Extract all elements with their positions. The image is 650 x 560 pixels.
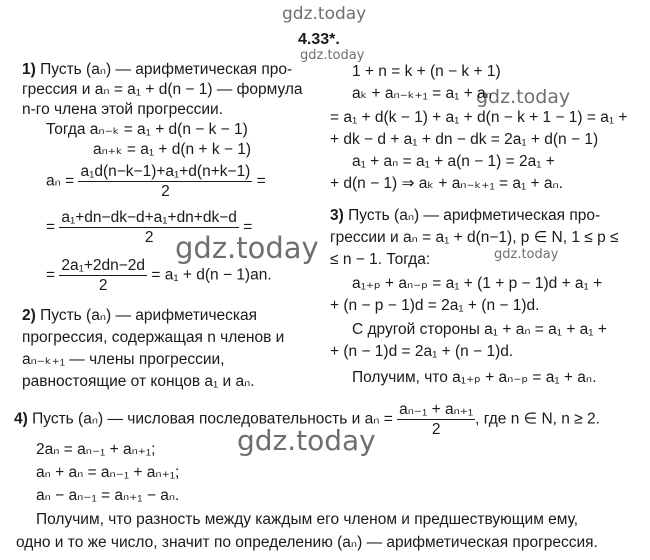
part-1-line-2: грессия и aₙ = a₁ + d(n − 1) — формула — [22, 81, 303, 98]
part-1-number: 1) — [22, 61, 36, 78]
part-4-line-1: 2aₙ = aₙ₋₁ + aₙ₊₁; — [36, 441, 156, 458]
problem-number: 4.33*. — [298, 31, 340, 48]
part-1-fraction-1: $\frac{\text{a₁d(n−k−1)+a₁+d(n+k−1)}}{2}$ — [80, 163, 251, 200]
part-2-line-3: aₙ₋ₖ₊₁ — члены прогрессии, — [22, 351, 225, 368]
part-3-line-7: + (n − 1)d = 2a₁ + (n − 1)d. — [330, 343, 514, 360]
part-1-equation-2: = $\frac{\text{a₁+dn−dk−d+a₁+dn+dk−d}}{2}$ = — [46, 209, 253, 246]
part-2-line-4: равностоящие от концов a₁ и aₙ. — [22, 373, 255, 390]
watermark-right: gdz.today — [476, 86, 571, 108]
part-1-fraction-3: $\frac{\text{2a₁+2dn−2d}}{2}$ — [61, 257, 146, 294]
right-line-2: aₖ + aₙ₋ₖ₊₁ = a₁ + aₙ — [352, 85, 492, 102]
part-3-line-6: С другой стороны a₁ + aₙ = a₁ + a₁ + — [352, 321, 607, 338]
part-1-fraction-2: $\frac{\text{a₁+dn−dk−d+a₁+dn+dk−d}}{2}$ — [61, 209, 237, 246]
right-line-5: a₁ + aₙ = a₁ + a(n − 1) = 2a₁ + — [352, 153, 555, 170]
part-4-line-2: aₙ + aₙ = aₙ₋₁ + aₙ₊₁; — [36, 464, 180, 481]
part-1-line-4: Тогда aₙ₋ₖ = a₁ + d(n − k − 1) — [46, 121, 248, 138]
part-3-line-8: Получим, что a₁₊ₚ + aₙ₋ₚ = a₁ + aₙ. — [352, 369, 597, 386]
part-4-intro: 4) Пусть (aₙ) — числовая последовательность и aₙ = $\frac{\text{aₙ₋₁ + aₙ₊₁}}{2}$ , где n ∈ N, n ≥ 2. — [14, 401, 600, 438]
part-3-line-3: ≤ n − 1. Тогда: — [330, 251, 431, 268]
part-1-line-5: aₙ₊ₖ = a₁ + d(n + k − 1) — [93, 141, 252, 158]
part-3-line-5: + (n − p − 1)d = 2a₁ + (n − 1)d. — [330, 297, 540, 314]
part-3-line-4: a₁₊ₚ + aₙ₋ₚ = a₁ + (1 + p − 1)d + a₁ + — [352, 275, 603, 292]
right-line-4: + dk − d + a₁ + dn − dk = 2a₁ + d(n − 1) — [330, 131, 599, 148]
part-4-line-5: одно и то же число, значит по определению (aₙ) — арифметическая прогрессия. — [16, 534, 598, 551]
part-2-line-2: прогрессия, содержащая n членов и — [22, 329, 285, 346]
right-line-1: 1 + n = k + (n − k + 1) — [352, 63, 501, 80]
watermark-center: gdz.today — [175, 231, 319, 265]
watermark-small-2: gdz.today — [494, 247, 559, 262]
part-3-line-2: грессии и aₙ = a₁ + d(n−1), p ∈ N, 1 ≤ p ≤ — [330, 229, 619, 246]
part-1-equation-1: aₙ = $\frac{\text{a₁d(n−k−1)+a₁+d(n+k−1)}}{2}$ = — [46, 163, 266, 200]
part-3-number: 3) — [330, 207, 344, 224]
right-line-3: = a₁ + d(k − 1) + a₁ + d(n − k + 1 − 1) = a₁ + — [330, 109, 628, 126]
part-3-line-1: 3) Пусть (aₙ) — арифметическая про- — [330, 207, 601, 224]
part-4-line-4: Получим, что разность между каждым его членом и предшествующим ему, — [36, 511, 579, 528]
right-line-6: + d(n − 1) ⇒ aₖ + aₙ₋ₖ₊₁ = a₁ + aₙ. — [330, 175, 563, 192]
part-1-line-3: n-го члена этой прогрессии. — [22, 101, 223, 118]
part-4-number: 4) — [14, 410, 28, 428]
watermark-bottom: gdz.today — [237, 424, 376, 457]
part-1-line-1: 1) Пусть (aₙ) — арифметическая про- — [22, 61, 293, 78]
part-4-line-3: aₙ − aₙ₋₁ = aₙ₊₁ − aₙ. — [36, 487, 180, 504]
watermark-small-1: gdz.today — [300, 48, 365, 63]
part-4-fraction: $\frac{\text{aₙ₋₁ + aₙ₊₁}}{2}$ — [399, 401, 474, 438]
part-2-line-1: 2) Пусть (aₙ) — арифметическая — [22, 307, 258, 324]
watermark-top: gdz.today — [282, 4, 367, 24]
part-1-equation-3: = $\frac{\text{2a₁+2dn−2d}}{2}$ = a₁ + d(n − 1)an. — [46, 257, 272, 294]
part-2-number: 2) — [22, 307, 36, 324]
